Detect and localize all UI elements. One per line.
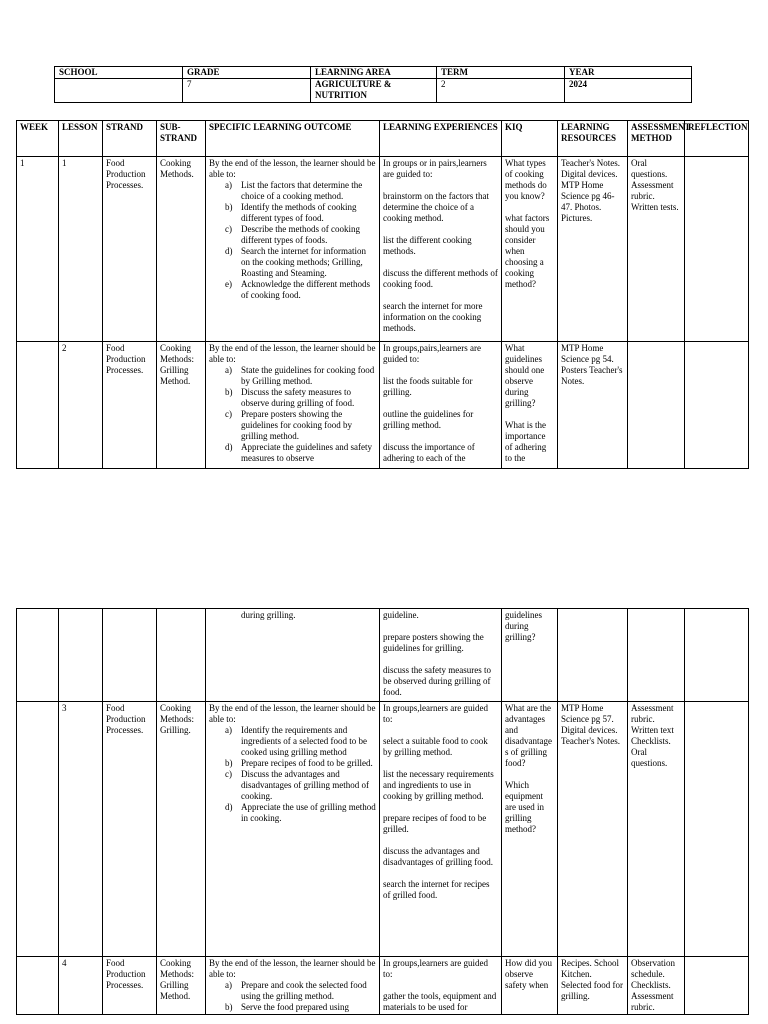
outcome-item: a) List the factors that determine the choice of a cooking method.: [225, 180, 363, 201]
experience-text: guideline.: [383, 610, 419, 620]
experience-text: discuss the advantages and disadvantages of grilling food.: [383, 846, 493, 867]
kiq-text: What types of cooking methods do you know?: [505, 158, 547, 201]
kiq-cell: [502, 702, 558, 957]
experience-text: In groups,learners are guided to:: [383, 958, 488, 979]
outcome-item: c) Prepare posters showing the guidelines for cooking food by grilling method.: [225, 409, 352, 441]
outcome-continuation: during grilling.: [241, 610, 296, 620]
outcome-item: b) Serve the food prepared using: [225, 1002, 349, 1012]
week-cell: 1: [17, 157, 59, 342]
experience-text: prepare recipes of food to be grilled.: [383, 813, 487, 834]
outcome-intro: By the end of the lesson, the learner should be able to:: [209, 343, 376, 364]
grade-label: GRADE: [183, 67, 311, 79]
experiences-cell: [380, 702, 502, 957]
outcome-list: [209, 365, 376, 464]
outcome-item: a) State the guidelines for cooking food by Grilling method.: [225, 365, 375, 386]
experience-text: list the foods suitable for grilling.: [383, 376, 473, 397]
experiences-cell: [380, 157, 502, 342]
outcome-intro: By the end of the lesson, the learner should be able to:: [209, 703, 376, 724]
assessment-cell: [628, 342, 685, 469]
reflection-cell: [685, 342, 749, 469]
assessment-cell: Observation schedule. Checklists. Assessment rubric.: [628, 957, 685, 1015]
substrand-cell: Cooking Methods: Grilling.: [157, 702, 206, 957]
experience-text: list the necessary requirements and ingredients to use in cooking by grilling method.: [383, 769, 494, 801]
experience-text: select a suitable food to cook by grilling method.: [383, 736, 488, 757]
experience-text: search the internet for recipes of grilled food.: [383, 879, 490, 900]
col-outcome: SPECIFIC LEARNING OUTCOME: [206, 121, 380, 157]
strand-cell: Food Production Processes.: [103, 157, 157, 342]
outcome-item: d) Appreciate the use of grilling method in cooking.: [225, 802, 376, 823]
kiq-text: What are the advantages and disadvantages of grilling food?: [505, 703, 552, 768]
col-strand: STRAND: [103, 121, 157, 157]
kiq-text: what factors should you consider when choosing a cooking method?: [505, 213, 550, 289]
outcome-item: c) Describe the methods of cooking different types of foods.: [225, 224, 360, 245]
week-cell: [17, 957, 59, 1015]
resources-cell: Teacher's Notes. Digital devices. MTP Home Science pg 46-47. Photos. Pictures.: [558, 157, 628, 342]
experience-text: list the different cooking methods.: [383, 235, 472, 256]
outcome-list: [209, 725, 376, 824]
year-label: YEAR: [565, 67, 692, 79]
substrand-cell: Cooking Methods: Grilling Method.: [157, 342, 206, 469]
outcome-cell: [206, 342, 380, 469]
term-label: TERM: [437, 67, 565, 79]
strand-cell: Food Production Processes.: [103, 702, 157, 957]
experiences-cell: [380, 957, 502, 1015]
experience-text: discuss the importance of adhering to each of the: [383, 442, 475, 463]
learning-area-value: AGRICULTURE & NUTRITION: [311, 79, 437, 103]
experience-text: discuss the safety measures to be observed during grilling of food.: [383, 665, 491, 697]
resources-cell: MTP Home Science pg 54. Posters Teacher's Notes.: [558, 342, 628, 469]
assessment-cell: Oral questions. Assessment rubric. Written tests.: [628, 157, 685, 342]
kiq-cell: [502, 342, 558, 469]
outcome-cell: [206, 702, 380, 957]
school-label: SCHOOL: [55, 67, 183, 79]
outcome-item: b) Prepare recipes of food to be grilled.: [225, 758, 373, 768]
kiq-cell: How did you observe safety when: [502, 957, 558, 1015]
kiq-text: What guidelines should one observe during grilling?: [505, 343, 545, 408]
grade-value: 7: [183, 79, 311, 103]
outcome-cell: [206, 609, 380, 702]
experience-text: In groups,pairs,learners are guided to:: [383, 343, 481, 364]
experience-text: prepare posters showing the guidelines for grilling.: [383, 632, 484, 653]
experience-text: outline the guidelines for grilling method.: [383, 409, 474, 430]
col-substrand: SUB-STRAND: [157, 121, 206, 157]
reflection-cell: [685, 957, 749, 1015]
assessment-cell: Assessment rubric. Written text Checklists. Oral questions.: [628, 702, 685, 957]
experience-text: In groups or in pairs,learners are guided to:: [383, 158, 487, 179]
strand-cell: Food Production Processes.: [103, 342, 157, 469]
scheme-table-page-1: [16, 120, 749, 469]
outcome-intro: By the end of the lesson, the learner should be able to:: [209, 158, 376, 179]
kiq-cell: [502, 157, 558, 342]
experience-text: discuss the different methods of cooking food.: [383, 268, 498, 289]
kiq-text: What is the importance of adhering to the: [505, 420, 547, 463]
table-row: [17, 702, 749, 957]
outcome-cell: [206, 157, 380, 342]
week-cell: [17, 342, 59, 469]
table-row: [17, 609, 749, 702]
outcome-item: d) Search the internet for information on the cooking methods; Grilling, Roasting and Steaming.: [225, 246, 366, 278]
experiences-cell: [380, 609, 502, 702]
year-value: 2024: [565, 79, 692, 103]
experience-text: search the internet for more information on the cooking methods.: [383, 301, 483, 333]
school-value: [55, 79, 183, 103]
outcome-item: c) Discuss the advantages and disadvantages of grilling method of cooking.: [225, 769, 369, 801]
outcome-item: a) Identify the requirements and ingredients of a selected food to be cooked using grilling method: [225, 725, 367, 757]
experience-text: brainstorm on the factors that determine the choice of a cooking method.: [383, 191, 489, 223]
resources-cell: Recipes. School Kitchen. Selected food for grilling.: [558, 957, 628, 1015]
outcome-item: b) Discuss the safety measures to observe during grilling of food.: [225, 387, 355, 408]
experiences-cell: [380, 342, 502, 469]
lesson-cell: 4: [59, 957, 103, 1015]
col-week: WEEK: [17, 121, 59, 157]
outcome-item: e) Acknowledge the different methods of cooking food.: [225, 279, 371, 300]
outcome-item: d) Appreciate the guidelines and safety measures to observe: [225, 442, 372, 463]
substrand-cell: Cooking Methods: Grilling Method.: [157, 957, 206, 1015]
lesson-cell: 2: [59, 342, 103, 469]
col-assessment: ASSESSMENT METHOD: [628, 121, 685, 157]
col-lesson: LESSON: [59, 121, 103, 157]
resources-cell: MTP Home Science pg 57. Digital devices. Teacher's Notes.: [558, 702, 628, 957]
outcome-list: [209, 180, 376, 301]
reflection-cell: [685, 157, 749, 342]
outcome-list: [209, 980, 376, 1013]
experience-text: In groups,learners are guided to:: [383, 703, 488, 724]
kiq-cell: guidelines during grilling?: [502, 609, 558, 702]
experience-text: gather the tools, equipment and materials to be used for: [383, 991, 497, 1012]
outcome-intro: By the end of the lesson, the learner should be able to:: [209, 958, 376, 979]
header-table: [54, 66, 692, 103]
lesson-cell: 3: [59, 702, 103, 957]
learning-area-label: LEARNING AREA: [311, 67, 437, 79]
outcome-item: b) Identify the methods of cooking different types of food.: [225, 202, 357, 223]
lesson-cell: 1: [59, 157, 103, 342]
col-reflection: REFLECTION: [685, 121, 749, 157]
table-row: [17, 957, 749, 1015]
reflection-cell: [685, 702, 749, 957]
table-row: [17, 342, 749, 469]
outcome-item: a) Prepare and cook the selected food using the grilling method.: [225, 980, 367, 1001]
term-value: 2: [437, 79, 565, 103]
table-row: [17, 157, 749, 342]
col-resources: LEARNING RESOURCES: [558, 121, 628, 157]
outcome-cell: [206, 957, 380, 1015]
strand-cell: Food Production Processes.: [103, 957, 157, 1015]
scheme-table-page-2: [16, 608, 749, 1015]
col-kiq: KIQ: [502, 121, 558, 157]
kiq-text: Which equipment are used in grilling method?: [505, 780, 544, 834]
week-cell: [17, 702, 59, 957]
col-experiences: LEARNING EXPERIENCES: [380, 121, 502, 157]
substrand-cell: Cooking Methods.: [157, 157, 206, 342]
